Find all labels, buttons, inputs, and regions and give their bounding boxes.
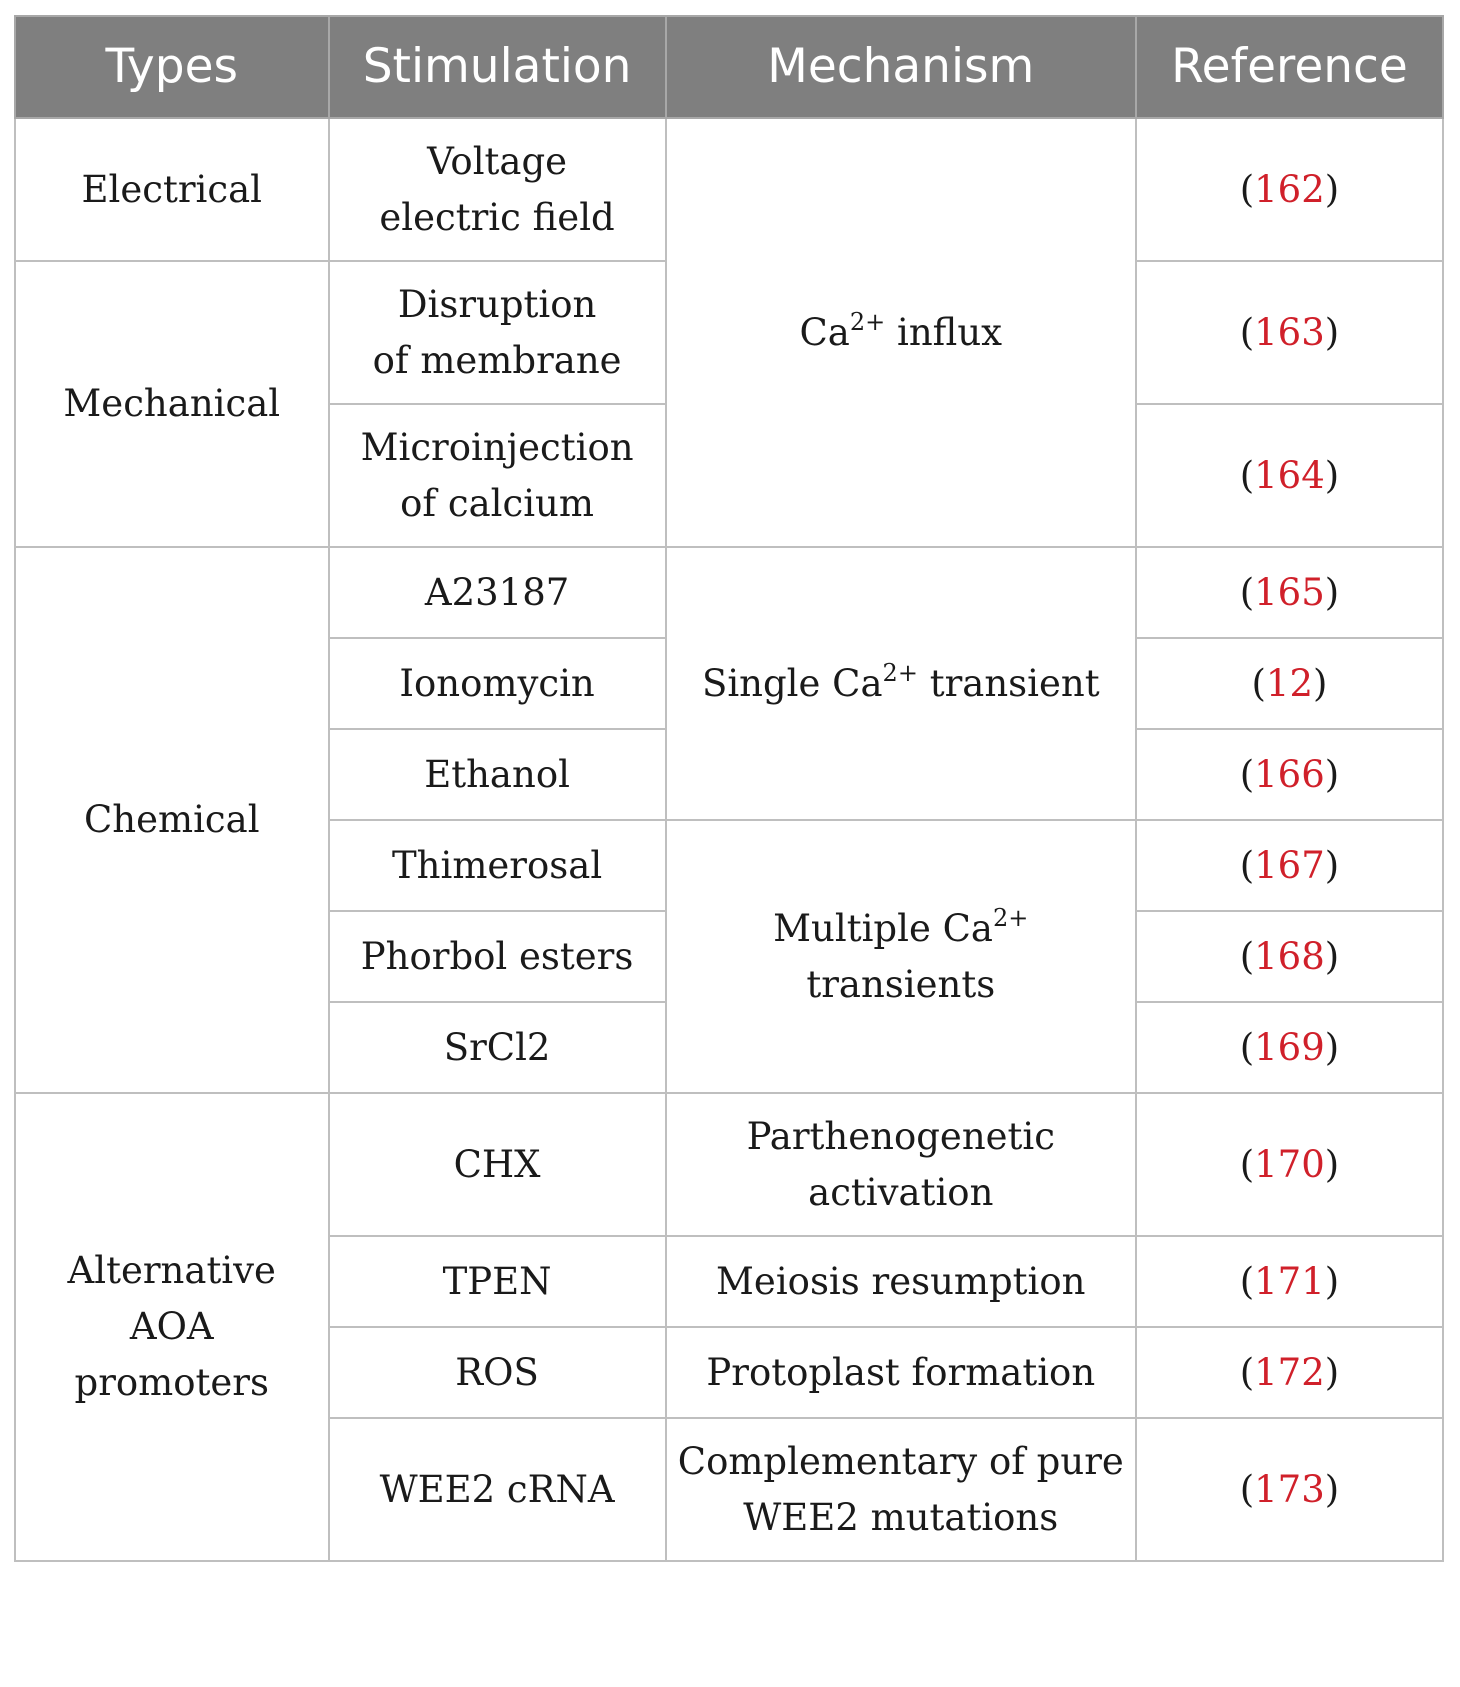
table-row [15,118,1443,261]
stimulation-cell: Voltage electric field [329,118,666,261]
mechanism-cell: Multiple $Ca^{2+}$ transients [666,820,1136,1093]
stimulation-cell: WEE2 cRNA [329,1418,666,1561]
stimulation-cell: Ionomycin [329,638,666,729]
reference-cell: (171) [1136,1236,1443,1327]
reference-cell: (166) [1136,729,1443,820]
reference-link[interactable]: 164 [1254,453,1325,497]
reference-link[interactable]: 12 [1265,661,1313,705]
type-label: Mechanical [63,382,281,425]
reference-cell: (163) [1136,261,1443,404]
reference-link[interactable]: 163 [1254,310,1325,354]
mechanism-cell: Meiosis resumption [666,1236,1136,1327]
stimulation-cell: Ethanol [329,729,666,820]
type-label: Chemical [83,798,260,841]
reference-cell: (12) [1136,638,1443,729]
type-cell [15,118,329,261]
mechanism-cell: Parthenogenetic activation [666,1093,1136,1236]
table-row [15,547,1443,638]
mechanism-cell: $Ca^{2+}$ influx [666,118,1136,547]
reference-link[interactable]: 172 [1254,1350,1325,1394]
activation-methods-table [14,15,1444,1562]
reference-cell: (164) [1136,404,1443,547]
reference-link[interactable]: 167 [1254,843,1325,887]
reference-cell: (162) [1136,118,1443,261]
mechanism-cell: Complementary of pure WEE2 mutations [666,1418,1136,1561]
stimulation-cell: Thimerosal [329,820,666,911]
reference-link[interactable]: 165 [1254,570,1325,614]
stimulation-cell: A23187 [329,547,666,638]
reference-cell: (167) [1136,820,1443,911]
reference-cell: (170) [1136,1093,1443,1236]
stimulation-cell: CHX [329,1093,666,1236]
reference-cell: (169) [1136,1002,1443,1093]
header-stimulation: Stimulation [329,16,666,118]
stimulation-cell: SrCl2 [329,1002,666,1093]
reference-link[interactable]: 170 [1254,1142,1325,1186]
reference-link[interactable]: 171 [1254,1259,1325,1303]
header-mechanism: Mechanism [666,16,1136,118]
mechanism-cell: Single $Ca^{2+}$ transient [666,547,1136,820]
type-cell [15,547,329,1093]
type-cell [15,261,329,547]
stimulation-cell: Phorbol esters [329,911,666,1002]
header-row [15,16,1443,118]
reference-cell: (172) [1136,1327,1443,1418]
header-reference: Reference [1136,16,1443,118]
stimulation-cell: TPEN [329,1236,666,1327]
reference-cell: (173) [1136,1418,1443,1561]
table-row [15,1093,1443,1236]
reference-link[interactable]: 169 [1254,1025,1325,1069]
reference-link[interactable]: 168 [1254,934,1325,978]
stimulation-cell: Disruption of membrane [329,261,666,404]
reference-cell: (165) [1136,547,1443,638]
stimulation-cell: Microinjection of calcium [329,404,666,547]
header-types: Types [15,16,329,118]
type-label: Electrical [81,167,262,211]
reference-link[interactable]: 162 [1254,167,1325,211]
mechanism-cell: Protoplast formation [666,1327,1136,1418]
reference-cell: (168) [1136,911,1443,1002]
reference-link[interactable]: 173 [1254,1467,1325,1511]
reference-link[interactable]: 166 [1254,752,1325,796]
stimulation-cell: ROS [329,1327,666,1418]
type-cell: Alternative AOA promoters [15,1093,329,1561]
